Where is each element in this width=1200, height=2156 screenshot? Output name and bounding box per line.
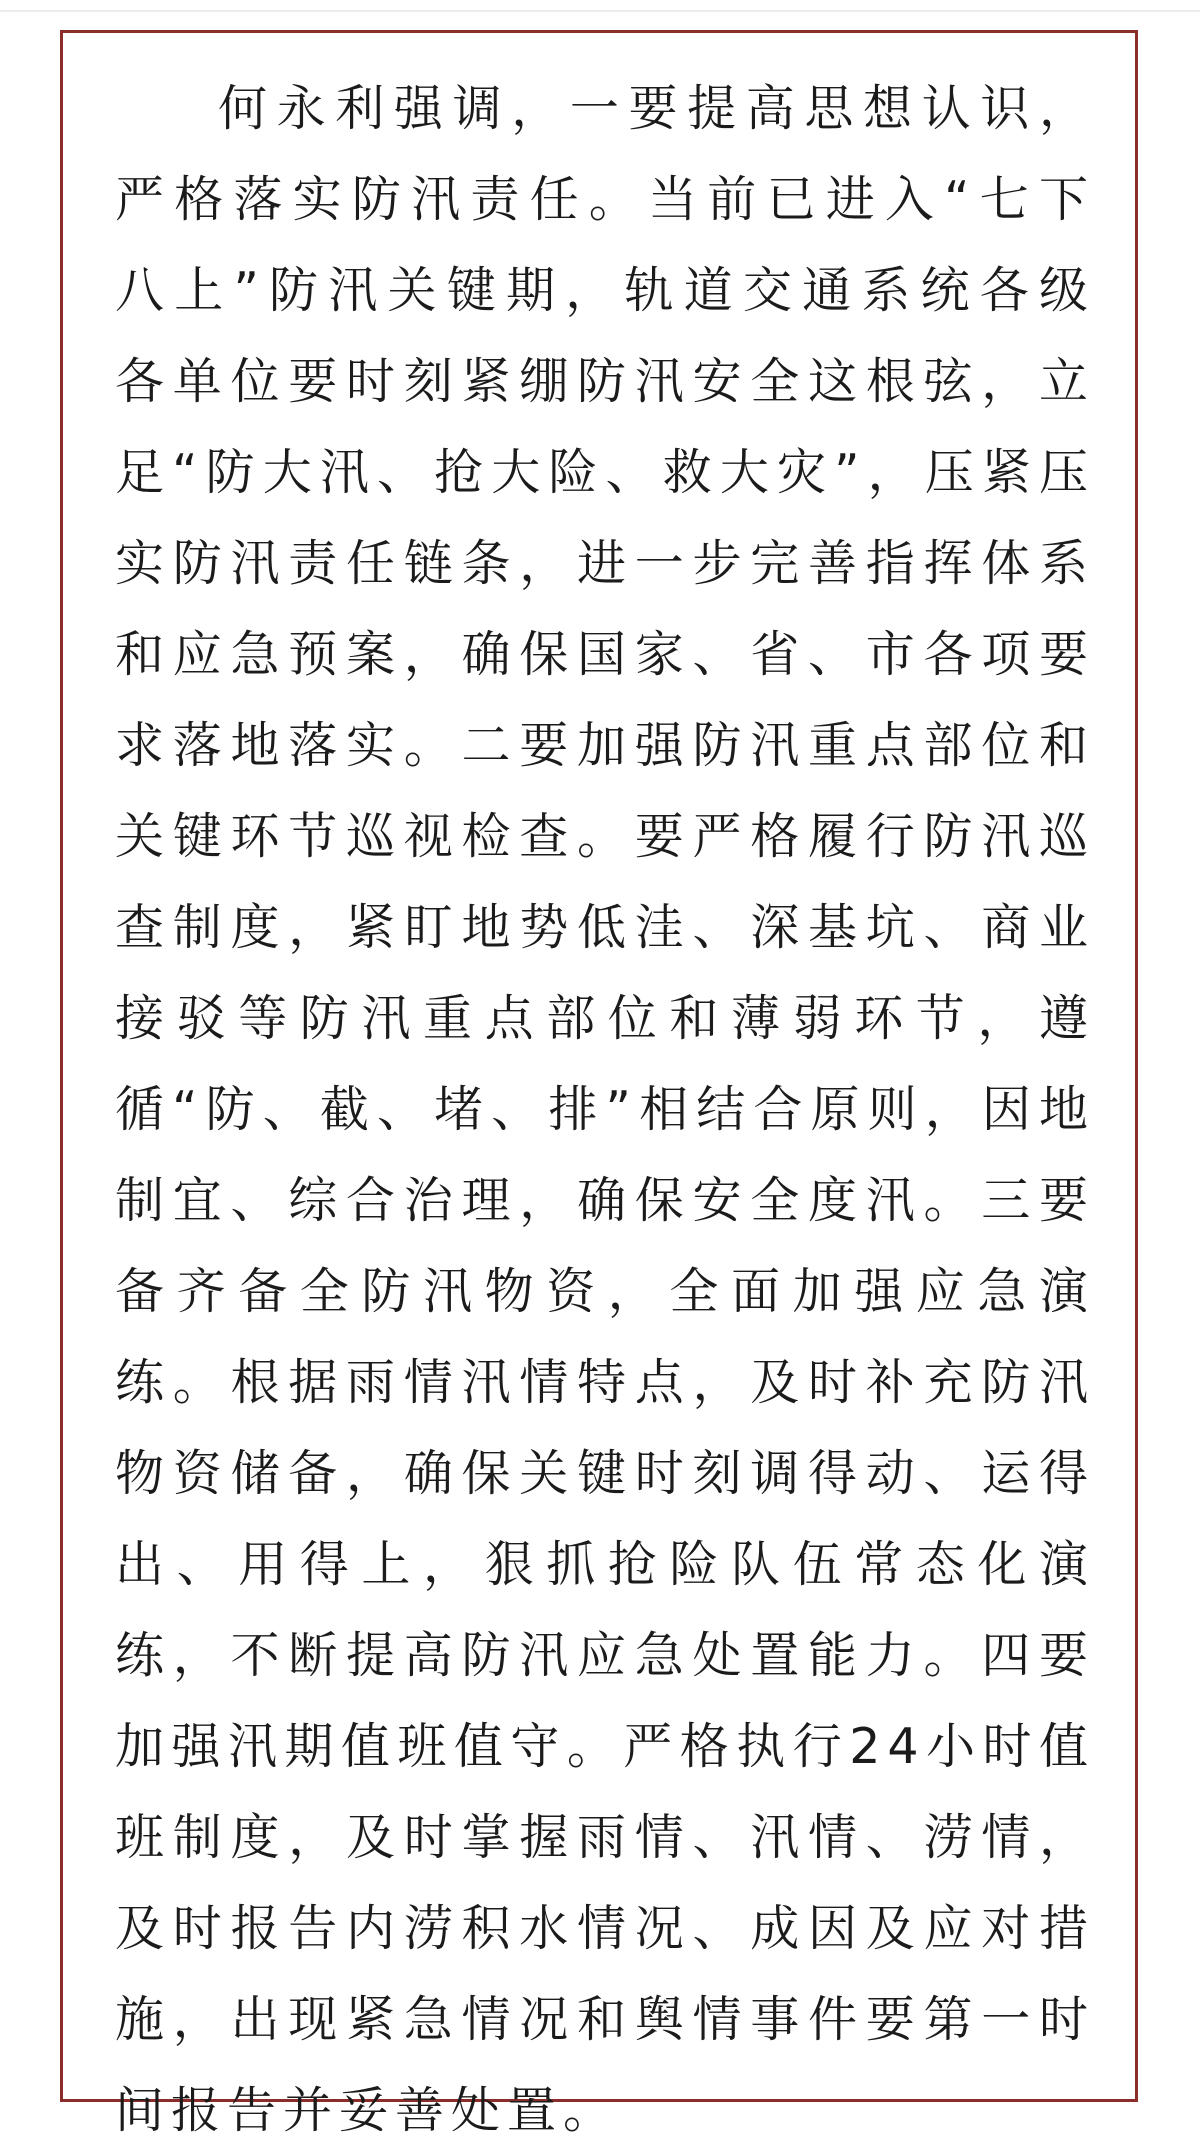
top-divider <box>0 10 1200 12</box>
article-paragraph: 何永利强调，一要提高思想认识，严格落实防汛责任。当前已进入“七下八上”防汛关键期，轨道交通系统各级各单位要时刻紧绷防汛安全这根弦，立足“防大汛、抢大险、救大灾”，压紧压实防汛责任链条，进一步完善指挥体系和应急预案，确保国家、省、市各项要求落地落实。二要加强防汛重点部位和关键环节巡视检查。要严格履行防汛巡查制度，紧盯地势低洼、深基坑、商业接驳等防汛重点部位和薄弱环节，遵循“防、截、堵、排”相结合原则，因地制宜、综合治理，确保安全度汛。三要备齐备全防汛物资，全面加强应急演练。根据雨情汛情特点，及时补充防汛物资储备，确保关键时刻调得动、运得出、用得上，狠抓抢险队伍常态化演练，不断提高防汛应急处置能力。四要加强汛期值班值守。严格执行24小时值班制度，及时掌握雨情、汛情、涝情，及时报告内涝积水情况、成因及应对措施，出现紧急情况和舆情事件要第一时间报告并妥善处置。 <box>115 80 1095 2139</box>
article-frame <box>60 30 1138 2139</box>
